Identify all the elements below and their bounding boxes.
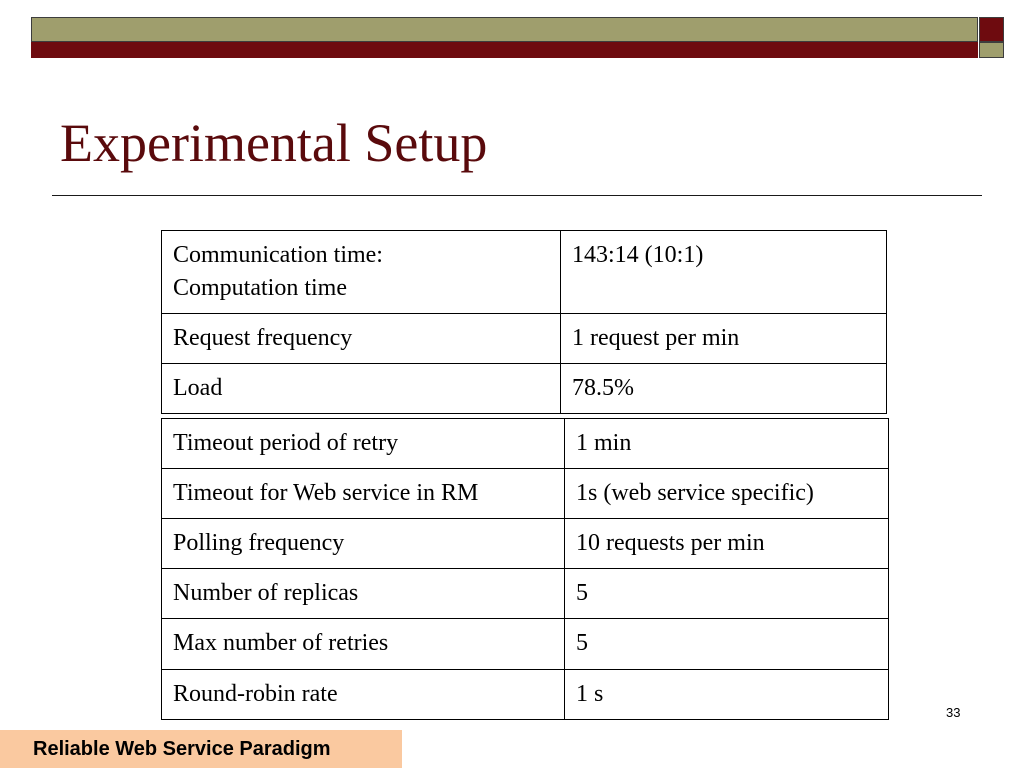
table-cell-label: Max number of retries: [162, 619, 565, 669]
table-cell-value: 5: [565, 619, 889, 669]
table-cell-label: Number of replicas: [162, 569, 565, 619]
title-divider: [52, 195, 982, 196]
table-cell-label: [162, 231, 561, 314]
table-row: [162, 231, 887, 314]
setup-parameters-table: [161, 230, 887, 414]
table-cell-value: 5: [565, 569, 889, 619]
table-row: [162, 669, 889, 719]
header-olive-stripe: [31, 17, 978, 42]
table-row: [162, 364, 887, 414]
table-cell-label: Load: [162, 364, 561, 414]
table-cell-label: Timeout for Web service in RM: [162, 469, 565, 519]
table-cell-label: Round-robin rate: [162, 669, 565, 719]
corner-maroon-square: [979, 17, 1004, 42]
table-cell-value: 1s (web service specific): [565, 469, 889, 519]
table-cell-label: Polling frequency: [162, 519, 565, 569]
table-row: [162, 569, 889, 619]
table-cell-value: 1 s: [565, 669, 889, 719]
page-number: 33: [946, 705, 961, 720]
label-line: Computation time: [173, 275, 347, 302]
table-row: [162, 314, 887, 364]
table-row: [162, 469, 889, 519]
table-cell-value: 1 request per min: [561, 314, 887, 364]
rm-parameters-table: [161, 418, 889, 720]
table-cell-value: 1 min: [565, 419, 889, 469]
label-line: Communication time:: [173, 242, 383, 268]
table-row: [162, 519, 889, 569]
footer-label: Reliable Web Service Paradigm: [0, 730, 402, 768]
table-cell-value: 78.5%: [561, 364, 887, 414]
header-maroon-stripe: [31, 42, 978, 58]
table-cell-value: 10 requests per min: [565, 519, 889, 569]
header-decoration-bar: [31, 17, 978, 58]
table-row: [162, 419, 889, 469]
slide-title: Experimental Setup: [60, 113, 488, 173]
corner-olive-square: [979, 42, 1004, 58]
table-row: [162, 619, 889, 669]
table-cell-label: Timeout period of retry: [162, 419, 565, 469]
table-cell-label: Request frequency: [162, 314, 561, 364]
table-cell-value: 143:14 (10:1): [561, 231, 887, 314]
